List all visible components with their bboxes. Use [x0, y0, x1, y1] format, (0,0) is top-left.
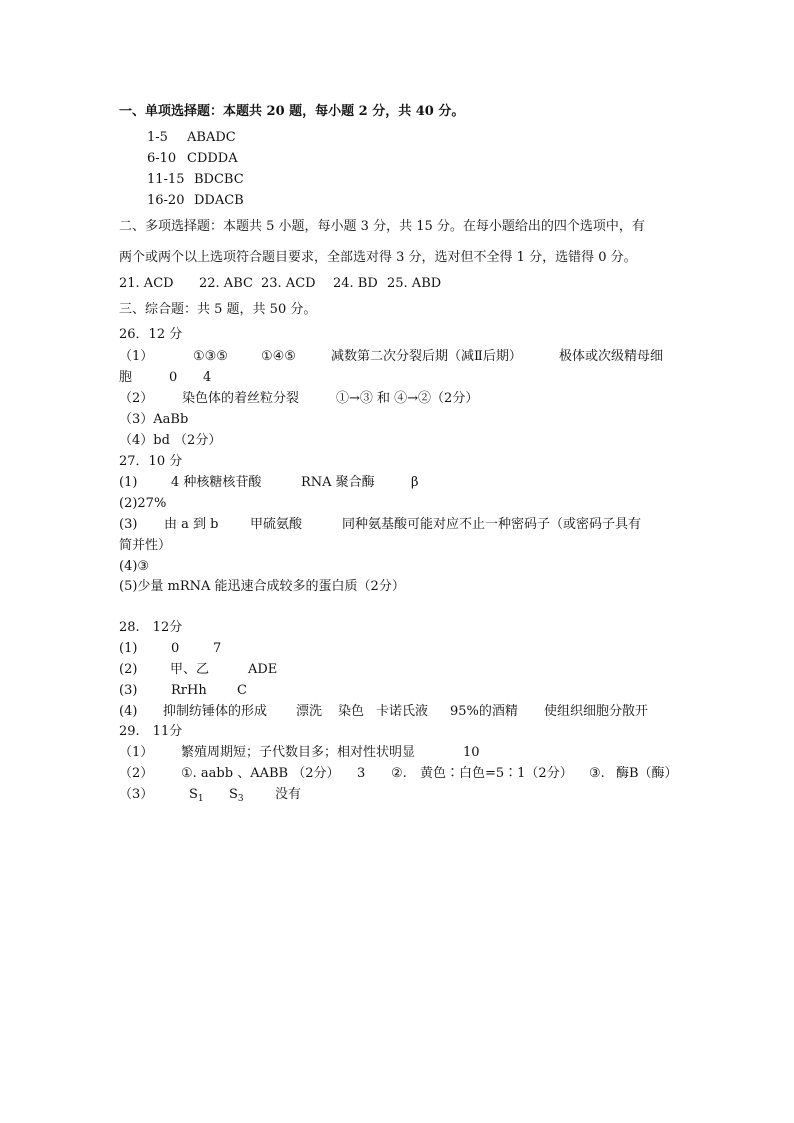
q27-part1: (1) 4 种核糖核苷酸 RNA 聚合酶 β — [119, 475, 419, 490]
q26-part2: （2） 染色体的着丝粒分裂 ①→③ 和 ④→②（2分） — [119, 391, 479, 406]
q27-part2: (2)27% — [119, 496, 167, 511]
section3-title: 三、综合题：共 5 题，共 50 分。 — [119, 302, 317, 317]
q29-head: 29. 11分 — [119, 724, 183, 739]
q28-part2: (2) 甲、乙 ADE — [119, 662, 278, 677]
q26-part1-cont: 胞 0 4 — [119, 370, 212, 385]
q28-head: 28. 12分 — [119, 620, 183, 635]
q29-part1: （1） 繁殖周期短；子代数目多；相对性状明显 10 — [119, 745, 480, 760]
q28-part1: (1) 0 7 — [119, 641, 222, 656]
q27-part3: (3) 由 a 到 b 甲硫氨酸 同种氨基酸可能对应不止一种密码子（或密码子具有 — [119, 517, 642, 532]
answer-row-4: 16-20 DDACB — [147, 193, 244, 208]
answer-row-2: 6-10 CDDDA — [147, 151, 238, 166]
q26-part1: （1） ①③⑤ ①④⑤ 减数第二次分裂后期（减Ⅱ后期） 极体或次级精母细 — [119, 349, 664, 364]
q27-part3-cont: 简并性） — [119, 538, 172, 553]
q29-part2: （2） ①. aabb 、AABB （2分） 3 ②. 黄色∶白色=5∶1（2分） ③. 酶B（酶） — [119, 766, 678, 781]
section2-line2: 两个或两个以上选项符合题目要求，全部选对得 3 分，选对但不全得 1 分，选错得 0 分。 — [119, 250, 637, 265]
q28-part4: (4) 抑制纺锤体的形成 漂洗 染色 卡诺氏液 95%的酒精 使组织细胞分散开 — [119, 704, 649, 719]
q26-head: 26．12 分 — [119, 327, 183, 342]
answer-row-3: 11-15 BDCBC — [147, 172, 244, 187]
q27-head: 27．10 分 — [119, 454, 183, 469]
q27-part4: (4)③ — [119, 559, 150, 574]
q27-part5: (5)少量 mRNA 能迅速合成较多的蛋白质（2分） — [119, 579, 405, 594]
q26-part3: （3）AaBb — [119, 412, 189, 427]
section2-answers: 21. ACD 22. ABC 23. ACD 24. BD 25. ABD — [119, 276, 442, 291]
q29-part3: （3） $S_1$ $S_3$ 没有 — [119, 787, 302, 804]
section1-title: 一、单项选择题：本题共 20 题，每小题 2 分，共 40 分。 — [119, 104, 465, 119]
q28-part3: (3) RrHh C — [119, 683, 247, 698]
answer-row-1: 1-5 ABADC — [147, 130, 236, 145]
q26-part4: （4）bd （2分） — [119, 433, 222, 448]
section2-line1: 二、多项选择题：本题共 5 小题，每小题 3 分，共 15 分。在每小题给出的四个选项中，有 — [119, 219, 645, 234]
